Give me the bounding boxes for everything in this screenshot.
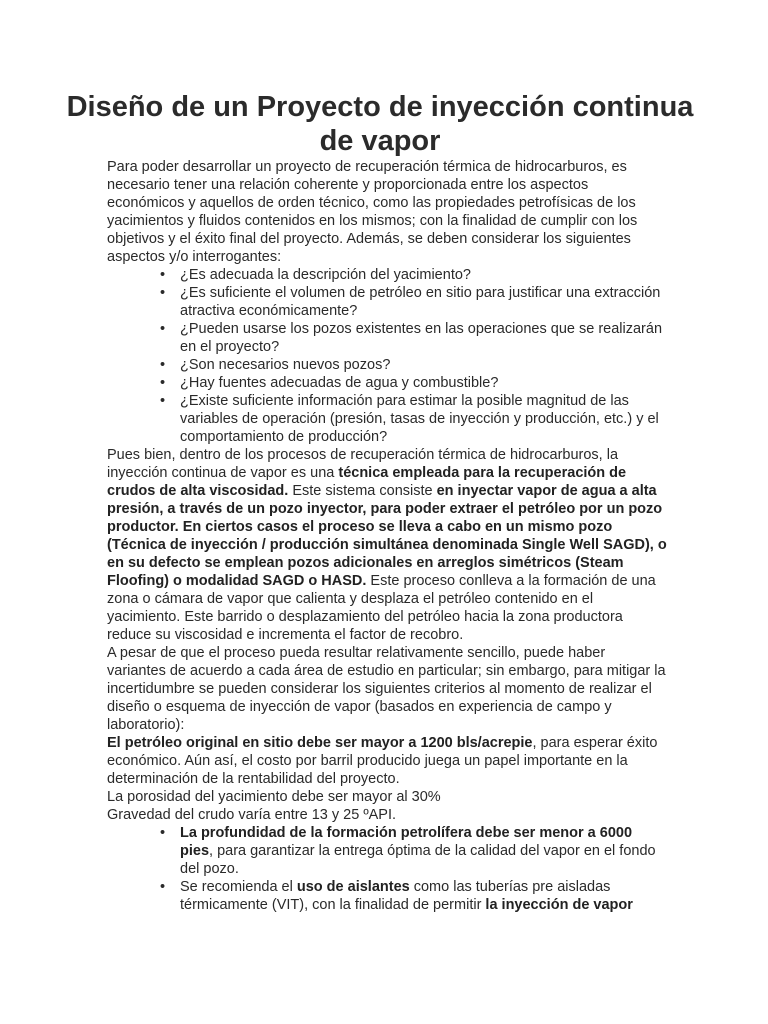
list-item: • ¿Es suficiente el volumen de petróleo en sitio para justificar una extracción atractiva económicamente? [180,284,667,320]
list-item [180,878,667,914]
questions-list [107,266,667,446]
list-item [180,824,667,878]
list-item: • ¿Pueden usarse los pozos existentes en las operaciones que se realizarán en el proyecto? [180,320,667,356]
criteria-list [107,824,667,914]
list-item: • ¿Hay fuentes adecuadas de agua y combustible? [180,374,667,392]
text-run: Este proceso conlleva a la formación de una zona o cámara de vapor que calienta y desplaza el petróleo contenido en el yacimiento. Este barrido o desplazamiento del petróleo hacia la zona productora reduce su viscosidad e incrementa el factor de recobro. [107,573,656,643]
text-run: Este sistema consiste [288,483,437,499]
document-title: Diseño de un Proyecto de inyección continua de vapor [66,91,694,157]
bold-run: en inyectar vapor de agua a alta presión, a través de un pozo inyector, para poder extraer el petróleo por un pozo productor. En ciertos casos el proceso se lleva a cabo en un mismo pozo (Técnica de inyección / producción simultánea denominada Single Well SAGD), o en su defecto se emplean pozos adicionales en arreglos simétricos (Steam Floofing) o modalidad SAGD o HASD. [107,483,667,589]
criterion-gravity: Gravedad del crudo varía entre 13 y 25 ºAPI. [107,807,397,823]
list-item: • ¿Son necesarios nuevos pozos? [180,356,667,374]
criterion-oil-in-place [107,734,667,788]
text-run: como las tuberías pre aisladas térmicamente (VIT), con la finalidad de permitir [180,879,611,913]
text-run: , para esperar éxito económico. Aún así, el costo por barril producido juega un papel importante en la determinación de la rentabilidad del proyecto. [107,735,658,787]
text-run: Se recomienda el [180,879,297,895]
text-run: Pues bien, dentro de los procesos de recuperación térmica de hidrocarburos, la inyección continua de vapor es una [107,447,619,481]
bold-run: La profundidad de la formación petrolífera debe ser menor a 6000 pies [180,825,633,859]
bold-run: técnica empleada para la recuperación de crudos de alta viscosidad. [107,465,627,499]
intro-paragraph: Para poder desarrollar un proyecto de recuperación térmica de hidrocarburos, es necesario tener una relación coherente y proporcionada entre los aspectos económicos y aquellos de orden técnico, como las propiedades petrofísicas de los yacimientos y fluidos contenidos en los mismos; con la finalidad de cumplir con los objetivos y el éxito final del proyecto. Además, se deben considerar los siguientes aspectos y/o interrogantes: [107,159,638,265]
document-body [107,158,667,914]
process-paragraph [107,446,667,644]
bold-run: la inyección de vapor [485,897,633,913]
list-item: • ¿Es adecuada la descripción del yacimiento? [180,266,667,284]
criteria-intro-paragraph: A pesar de que el proceso pueda resultar relativamente sencillo, puede haber variantes de acuerdo a cada área de estudio en particular; sin embargo, para mitigar la incertidumbre se pueden considerar los siguientes criterios al momento de realizar el diseño o esquema de inyección de vapor (basados en experiencia de campo y laboratorio): [107,645,666,733]
list-item: • ¿Existe suficiente información para estimar la posible magnitud de las variables de operación (presión, tasas de inyección y producción, etc.) y el comportamiento de producción? [180,392,667,446]
criterion-porosity: La porosidad del yacimiento debe ser mayor al 30% [107,789,441,805]
bold-run: uso de aislantes [296,879,410,895]
text-run: , para garantizar la entrega óptima de la calidad del vapor en el fondo del pozo. [180,843,656,877]
bold-run: El petróleo original en sitio debe ser mayor a 1200 bls/acrepie [107,735,533,751]
